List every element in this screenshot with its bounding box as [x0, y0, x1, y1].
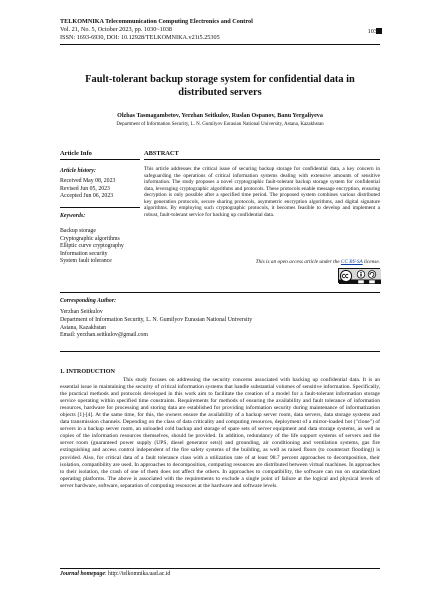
open-access-prefix: This is an open access article under the: [255, 259, 341, 265]
abstract-text: This article addresses the critical issue of securing backup storage for confidential data, a key concern in safeguarding the operations of critical information systems dealing with extensive amounts of sensitive information. The study proposes a novel cryptographic fault-tolerant backup storage system for confidential data, leveraging cryptographic algorithms and protocols. These protocols enable message encryption, ensuring decryption is only possible after a specified time period. The proposed system combines various distributed key generation protocols, secure sharing protocols, asymmetric encryption algorithms, and digital signature algorithms. By employing such cryptographic protocols, it becomes feasible to develop and implement a robust, fault-tolerant service for backing up confidential data.: [144, 166, 380, 218]
volume-line: Vol. 21, No. 5, October 2023, pp. 1030~1038: [60, 26, 173, 33]
open-access-note: [144, 259, 380, 265]
article-info-heading: Article Info: [60, 150, 140, 160]
corresponding-department: Department of Information Security, L. N. Gumilyov Eurasian National University: [60, 316, 253, 323]
keywords-heading: Keywords:: [60, 213, 86, 219]
keyword-item: Backup storage: [60, 228, 96, 234]
license-link[interactable]: CC BY-SA: [340, 259, 363, 265]
info-divider: [60, 207, 140, 208]
author-affiliation: Department of Information Security, L. N. Gumilyov Eurasian National University, Astana, Kazakhstan: [116, 122, 324, 127]
journal-footer: [60, 571, 170, 577]
article-history-heading: Article history:: [60, 168, 96, 174]
keyword-list: [60, 228, 142, 266]
cc-by-sa-badge-icon[interactable]: [338, 268, 380, 283]
journal-name: TELKOMNIKA Telecommunication Computing Electronics and Control: [60, 18, 253, 25]
article-history: [60, 178, 140, 201]
corresponding-author-block: [60, 309, 380, 340]
page-number: 1030: [367, 28, 380, 35]
homepage-url[interactable]: : http://telkomnika.uad.ac.id: [104, 571, 171, 577]
open-access-suffix: license.: [362, 259, 380, 265]
homepage-label: Journal homepage: [60, 571, 105, 577]
keyword-item: System fault tolerance: [60, 258, 112, 265]
journal-header: [60, 18, 380, 42]
corresponding-email[interactable]: Email: yerzhan.seitkulov@gmail.com: [60, 332, 148, 339]
revised-date: Revised Jun 05, 2023: [60, 185, 110, 192]
abstract-heading: ABSTRACT: [144, 150, 380, 160]
corresponding-city: Astana, Kazakhstan: [60, 324, 107, 331]
keyword-item: Cryptographic algorithms: [60, 235, 120, 242]
header-divider: [60, 44, 380, 45]
paper-title: Fault-tolerant backup storage system for confidential data in distributed servers: [85, 74, 355, 98]
accepted-date: Accepted Jun 06, 2023: [60, 193, 114, 200]
footer-divider: [60, 568, 380, 569]
keyword-item: Elliptic curve cryptography: [60, 243, 124, 250]
corresponding-divider: [60, 351, 380, 352]
received-date: Received May 08, 2023: [60, 178, 116, 184]
introduction-text: This study focuses on addressing the security concerns associated with backing up confidential data. It is an essential issue in maintaining the security of critical information systems that handle substantial volumes of sensitive information. Specifically, the practical methods and protocols developed in this work aim to facilitate the creation of a model for a fault-tolerant information storage service operating within specified time constraints. Requirements for methods of ensuring the availability and fault tolerance of information resources, hardware for processing and storing data are established for providing information security during maintenance of informatization objects [1]-[4]. At the same time, for this, the owners ensure the availability of a backup server room, data servers, data storage systems and data transmission channels. Depending on the class of data criticality and computing resources, deployment of a mirror-loaded hot ("clone") of servers in a backup server room, an unloaded cold backup and storage of spare sets of server equipment and data storage systems, as well as copies of the information resources themselves, should be provided. In addition, redundancy of the life support systems of servers and the server room (guaranteed power supply (UPS, diesel generator sets)) and grounding, air conditioning and ventilation systems, gas fire extinguishing and access control independent of the fire safety systems of the building, as well as raised floors (to counteract flooding)) is provided. Also, for critical data of a fault tolerance class with a utilization rate of at least 98.7 percent approaches to decomposition, their isolation, compatibility are used. In approaches to decomposition, computing resources are distributed between virtual machines. In approaches to their isolation, the crash of one of them does not affect the others. In approaches to compatibility, the software can run on standardized operating platforms. The above is associated with the requirements to exclude a single point of failure at the logical and physical levels of server hardware, software, separation of computing resources at the hardware and software levels.: [60, 377, 380, 489]
section-divider: [60, 292, 380, 293]
keyword-item: Information security: [60, 250, 108, 257]
author-list: Olzhas Tasmagambetov, Yerzhan Seitkulov, Ruslan Ospanov, Banu Yergaliyeva: [117, 113, 323, 119]
corresponding-name: Yerzhan Seitkulov: [60, 309, 103, 315]
issn-line: ISSN: 1693-6930, DOI: 10.12928/TELKOMNIKA.v21i5.25305: [60, 34, 220, 41]
corresponding-author-heading: Corresponding Author:: [60, 298, 117, 304]
introduction-heading: 1. INTRODUCTION: [60, 369, 115, 375]
